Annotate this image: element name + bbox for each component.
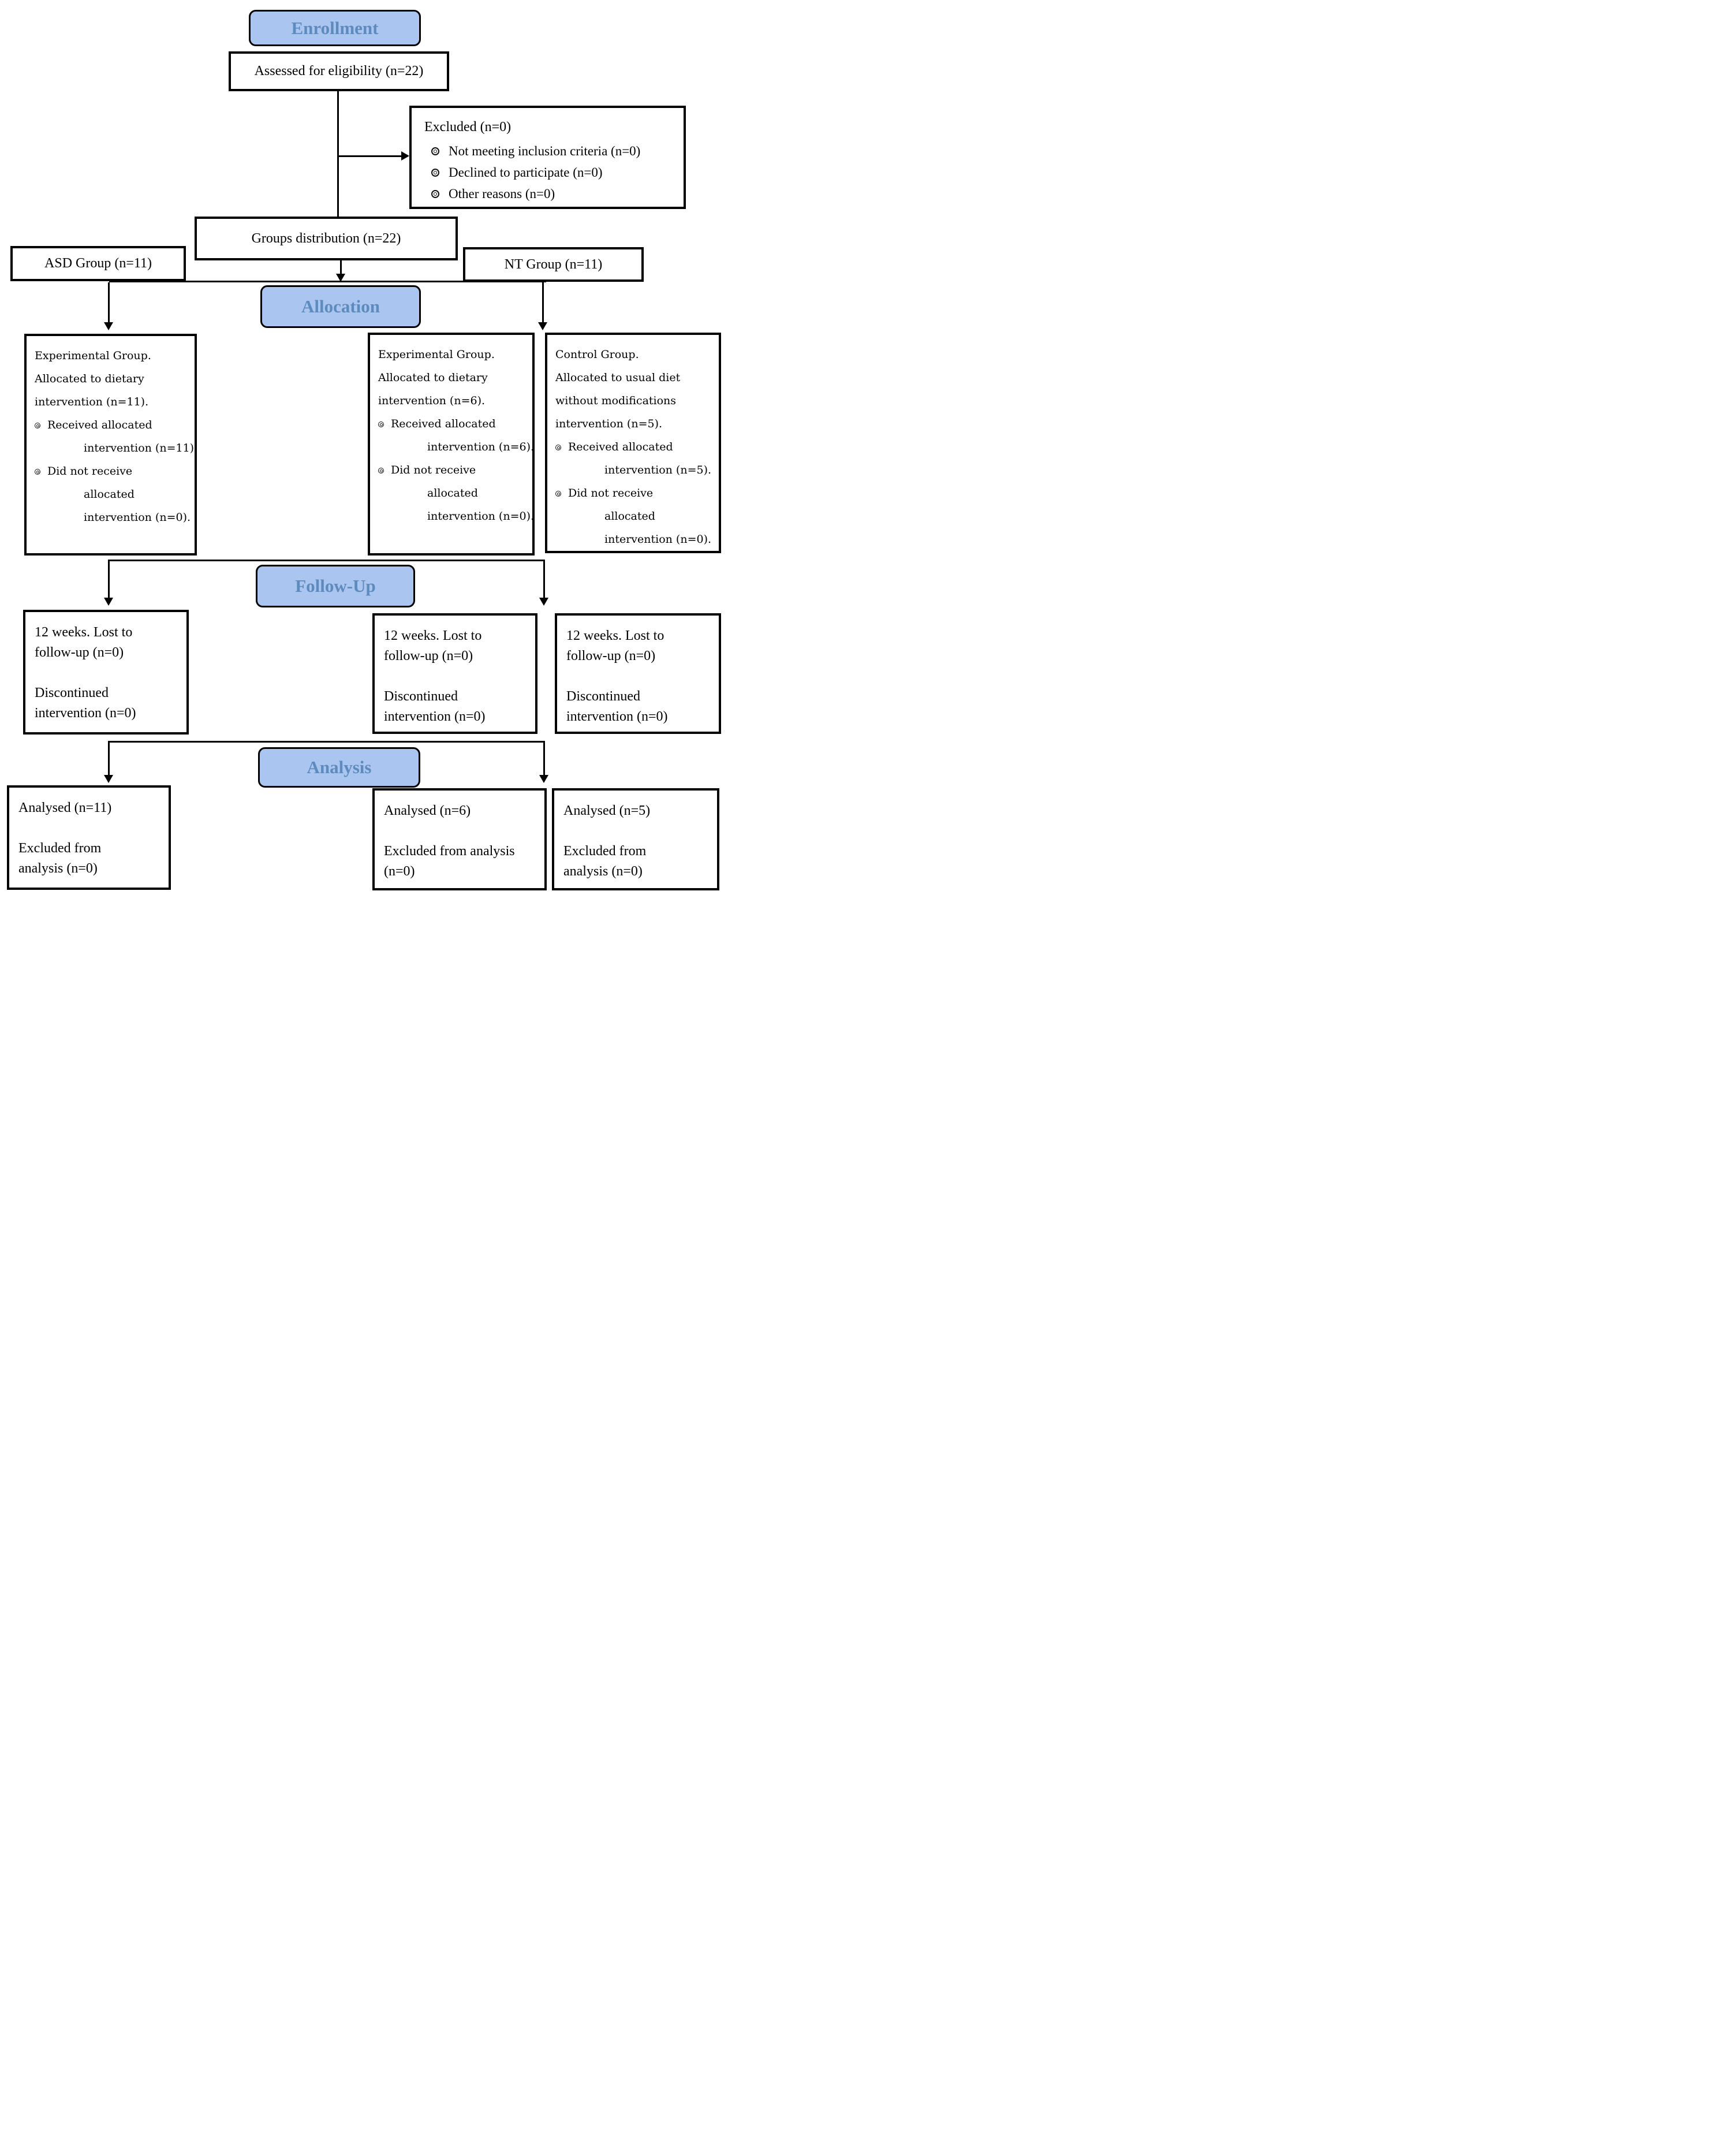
- assessed-eligibility-text: Assessed for eligibility (n=22): [254, 64, 424, 79]
- nt-group-box: [463, 247, 644, 282]
- bullet-text: Did not receive: [47, 465, 133, 478]
- flow-line: [542, 282, 544, 322]
- arrowhead-down-icon: [104, 775, 113, 783]
- allocation-stage-label: Allocation: [301, 296, 380, 316]
- asd-group-box: [10, 246, 186, 281]
- box-text-line: Analysed (n=5): [563, 803, 651, 818]
- bullet-item: [378, 412, 528, 435]
- box-text-line: follow-up (n=0): [35, 645, 124, 660]
- bullet-continuation-line: allocated: [427, 487, 478, 499]
- bullet-target-icon: [431, 147, 439, 155]
- box-text-line: Excluded from: [18, 841, 102, 856]
- assessed-eligibility-box: [229, 51, 449, 91]
- box-text-line: Control Group.: [555, 348, 639, 361]
- bullet-continuation-line: intervention (n=0).: [604, 533, 712, 546]
- analysis-stage-header: [258, 747, 420, 788]
- bullet-target-icon: [378, 422, 384, 427]
- excluded-bullet-list: [424, 140, 679, 204]
- flow-line: [108, 282, 110, 322]
- box-text-line: Analysed (n=11): [18, 800, 112, 815]
- arrowhead-down-icon: [104, 322, 113, 330]
- box-text-line: Discontinued: [384, 689, 458, 704]
- flow-line: [108, 560, 545, 561]
- box-text-line: Excluded from: [563, 844, 647, 859]
- bullet-target-icon: [555, 445, 561, 450]
- box-text-line: 12 weeks. Lost to: [35, 625, 133, 640]
- excluded-bullet-item: [424, 162, 679, 183]
- box-text-line: intervention (n=0): [566, 709, 668, 724]
- bullet-continuation-line: intervention (n=5).: [604, 464, 712, 476]
- followup-left-box: [23, 610, 189, 735]
- groups-distribution-text: Groups distribution (n=22): [251, 230, 401, 246]
- bullet-continuation-line: allocated: [84, 488, 135, 501]
- control-group-box: [545, 333, 721, 553]
- experimental-group-asd-box: [24, 334, 197, 555]
- bullet-continuation-line: intervention (n=0).: [84, 511, 191, 524]
- box-text-line: intervention (n=0): [384, 709, 486, 724]
- box-text-line: follow-up (n=0): [384, 648, 473, 663]
- box-text-line: 12 weeks. Lost to: [384, 628, 482, 643]
- excluded-bullet-item: [424, 140, 679, 162]
- box-text-line: 12 weeks. Lost to: [566, 628, 664, 643]
- box-text-line: intervention (n=0): [35, 706, 136, 721]
- flow-line: [108, 743, 110, 775]
- arrowhead-down-icon: [538, 322, 547, 330]
- analysed-middle-box: [372, 788, 547, 890]
- analysis-stage-label: Analysis: [307, 757, 372, 777]
- bullet-item: [378, 458, 528, 482]
- bullet-target-icon: [378, 468, 384, 474]
- followup-stage-header: [256, 565, 415, 607]
- bullet-continuation-line: intervention (n=0).: [427, 510, 535, 523]
- box-text-line: [384, 666, 531, 687]
- box-text-line: (n=0): [384, 864, 415, 879]
- box-text-line: intervention (n=11).: [35, 396, 149, 408]
- analysed-left-box: [7, 785, 171, 890]
- bullet-target-icon: [431, 190, 439, 198]
- box-text-line: Allocated to usual diet: [555, 371, 681, 384]
- box-text-line: Experimental Group.: [378, 348, 495, 361]
- flow-line: [543, 561, 545, 598]
- bullet-target-icon: [431, 169, 439, 177]
- bullet-text: Received allocated: [47, 419, 152, 431]
- bullet-text: Received allocated: [568, 441, 673, 453]
- enrollment-stage-label: Enrollment: [291, 17, 379, 38]
- box-text-line: Analysed (n=6): [384, 803, 471, 818]
- box-text-line: Experimental Group.: [35, 349, 151, 362]
- bullet-text: Did not receive: [391, 464, 476, 476]
- allocation-stage-header: [260, 285, 421, 328]
- box-text-line: [18, 818, 164, 838]
- bullet-text: Did not receive: [568, 487, 654, 499]
- bullet-item: [35, 413, 190, 437]
- box-text-line: Discontinued: [566, 689, 640, 704]
- bullet-text: Not meeting inclusion criteria (n=0): [449, 144, 641, 158]
- excluded-title: Excluded (n=0): [424, 120, 512, 135]
- box-text-line: intervention (n=5).: [555, 417, 663, 430]
- excluded-box: [409, 106, 686, 209]
- flow-line: [109, 281, 546, 282]
- bullet-text: Received allocated: [391, 417, 496, 430]
- box-text-line: analysis (n=0): [18, 861, 98, 876]
- flow-line: [337, 91, 339, 217]
- bullet-continuation-line: allocated: [604, 510, 655, 523]
- box-text-line: [35, 663, 182, 683]
- groups-distribution-box: [195, 217, 458, 260]
- box-text-line: Allocated to dietary: [35, 372, 144, 385]
- followup-middle-box: [372, 613, 537, 734]
- bullet-text: Other reasons (n=0): [449, 187, 555, 201]
- flow-line: [108, 561, 110, 598]
- flow-line: [340, 260, 342, 274]
- box-text-line: intervention (n=6).: [378, 394, 486, 407]
- box-text-line: [563, 821, 712, 841]
- box-text-line: without modifications: [555, 394, 677, 407]
- asd-group-text: ASD Group (n=11): [44, 256, 152, 271]
- followup-right-box: [555, 613, 721, 734]
- flow-line: [108, 741, 545, 743]
- box-text-line: [384, 821, 540, 841]
- bullet-continuation-line: intervention (n=6).: [427, 441, 535, 453]
- arrowhead-right-icon: [401, 151, 409, 161]
- analysed-right-box: [552, 788, 719, 890]
- flow-line: [338, 155, 403, 157]
- bullet-text: Declined to participate (n=0): [449, 165, 603, 180]
- box-text-line: Discontinued: [35, 685, 109, 700]
- nt-group-text: NT Group (n=11): [504, 256, 603, 272]
- box-text-line: Excluded from analysis: [384, 844, 515, 859]
- bullet-target-icon: [35, 423, 40, 428]
- bullet-continuation-line: intervention (n=11).: [84, 442, 198, 454]
- followup-stage-label: Follow-Up: [295, 576, 376, 596]
- box-text-line: Allocated to dietary: [378, 371, 488, 384]
- flow-line: [543, 743, 545, 775]
- experimental-group-nt-box: [368, 333, 535, 555]
- arrowhead-down-icon: [539, 775, 548, 783]
- bullet-item: [555, 435, 714, 458]
- arrowhead-down-icon: [104, 598, 113, 606]
- enrollment-stage-header: [249, 10, 421, 46]
- box-text-line: analysis (n=0): [563, 864, 643, 879]
- arrowhead-down-icon: [539, 598, 548, 606]
- bullet-target-icon: [555, 491, 561, 497]
- bullet-item: [555, 482, 714, 505]
- box-text-line: [566, 666, 714, 687]
- bullet-target-icon: [35, 469, 40, 475]
- bullet-item: [35, 460, 190, 483]
- box-text-line: follow-up (n=0): [566, 648, 656, 663]
- consort-flow-diagram: [0, 0, 723, 892]
- excluded-bullet-item: [424, 183, 679, 204]
